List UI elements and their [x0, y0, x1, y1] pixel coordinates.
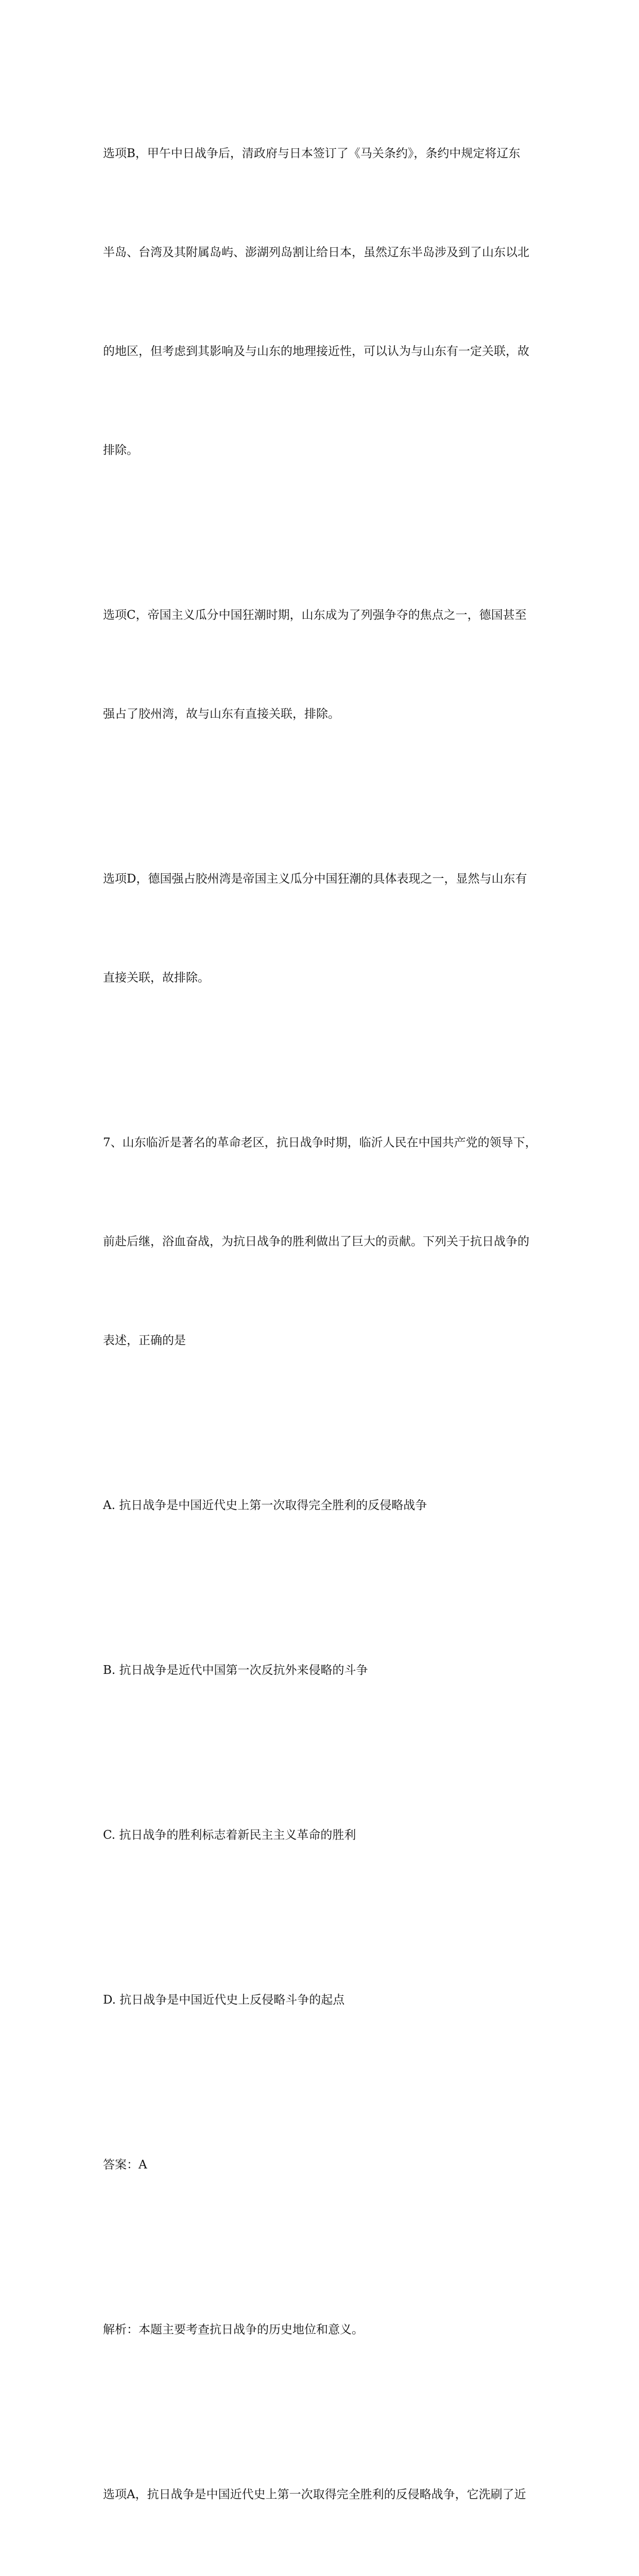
text-line: 选项D，德国强占胶州湾是帝国主义瓜分中国狂潮的具体表现之一，显然与山东有 [103, 872, 527, 886]
text-line: 半岛、台湾及其附属岛屿、澎湖列岛割让给日本，虽然辽东半岛涉及到了山东以北 [103, 246, 529, 259]
text-line: 选项C，帝国主义瓜分中国狂潮时期，山东成为了列强争夺的焦点之一，德国甚至 [103, 608, 527, 622]
document-body [103, 71, 566, 2576]
choice-text: A. 抗日战争是中国近代史上第一次取得完全胜利的反侵略战争 [103, 1499, 427, 1512]
choice-text: C. 抗日战争的胜利标志着新民主主义革命的胜利 [103, 1828, 356, 1842]
analysis [103, 2247, 566, 2412]
text-line: 选项B，甲午中日战争后，清政府与日本签订了《马关条约》，条约中规定将辽东 [103, 147, 521, 160]
text-line: 的地区，但考虑到其影响及与山东的地理接近性，可以认为与山东有一定关联，故 [103, 345, 529, 358]
answer [103, 2082, 566, 2247]
choice-a [103, 1423, 566, 1588]
text-line: 强占了胶州湾，故与山东有直接关联，排除。 [103, 707, 340, 721]
option-c-explanation [103, 533, 566, 796]
text-line: 选项A，抗日战争是中国近代史上第一次取得完全胜利的反侵略战争，它洗刷了近 [103, 2488, 526, 2501]
text-line: 前赴后继，浴血奋战，为抗日战争的胜利做出了巨大的贡献。下列关于抗日战争的 [103, 1235, 529, 1248]
analysis-text: 解析：本题主要考查抗日战争的历史地位和意义。 [103, 2323, 364, 2336]
choice-text: D. 抗日战争是中国近代史上反侵略斗争的起点 [103, 1993, 345, 2007]
choice-c [103, 1753, 566, 1918]
choice-b [103, 1588, 566, 1753]
answer-text: 答案：A [103, 2158, 147, 2172]
text-line: 表述，正确的是 [103, 1334, 186, 1347]
question-7-stem [103, 1060, 566, 1423]
text-line: 排除。 [103, 444, 139, 457]
choice-d [103, 1918, 566, 2082]
choice-text: B. 抗日战争是近代中国第一次反抗外来侵略的斗争 [103, 1664, 368, 1677]
text-line: 7、山东临沂是著名的革命老区，抗日战争时期，临沂人民在中国共产党的领导下， [103, 1136, 537, 1149]
option-d-explanation [103, 796, 566, 1060]
text-line: 直接关联，故排除。 [103, 971, 210, 985]
option-b-explanation [103, 71, 566, 533]
analysis-option-a [103, 2412, 566, 2576]
